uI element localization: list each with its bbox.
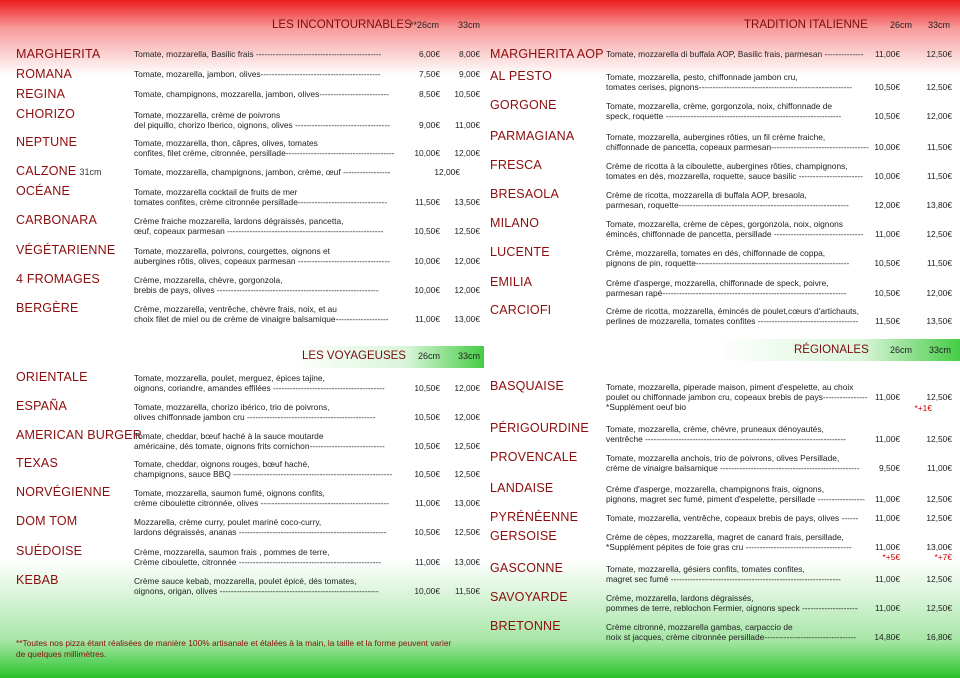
price-33: 12,00€ [454,148,480,158]
pizza-name: LANDAISE [490,481,554,495]
price-26: 10,50€ [414,412,440,422]
pizza-description: Crème de ricotta, mozzarella di buffala AOP, bresaola, parmesan, roquette------------------------------------------------------------- [606,190,849,210]
price-26: 14,80€ [874,632,900,642]
price-26: 9,50€ [879,463,900,473]
pizza-name: BASQUAISE [490,379,565,393]
price-26: 10,50€ [874,82,900,92]
price-33: 13,00€ [926,542,952,552]
incontournables-header [272,19,484,33]
pizza-description: Crème citronné, mozzarella gambas, carpaccio de noix st jacques, crème citronnée persillade--------------------------------- [606,622,857,642]
price-26: 11,00€ [875,49,900,59]
pizza-description: Crème, mozzarella, tomates en dés, chiffonnade de coppa, pignons de pin, roquette------------------------------------------------------- [606,248,850,268]
price-26: 11,50€ [875,316,900,326]
pizza-name: NORVÉGIENNE [16,485,111,499]
price-26: 10,00€ [414,256,440,266]
regionales-header [794,344,960,358]
pizza-description: Tomate, mozzarella, gésiers confits, tomates confites, magret sec fumé ------------------------------------------------------------- [606,564,841,584]
pizza-name: PÉRIGOURDINE [490,421,589,435]
pizza-name: FRESCA [490,158,542,172]
pizza-description: Tomate, mozzarella, poulet, merguez, épices tajine, oignons, coriandre, amandes effilées ---------------------------------------- [134,373,385,393]
price-33: 12,50€ [926,82,952,92]
price-26: 6,00€ [419,49,440,59]
pizza-name: GORGONE [490,98,557,112]
pizza-description: Tomate, mozzarella, crème de poivrons del piquillo, chorizo Iberico, oignons, olives ---------------------------------- [134,110,390,130]
price-26: 11,00€ [875,494,900,504]
price-33: 16,80€ [926,632,952,642]
price-26: 10,00€ [874,142,900,152]
pizza-name: CARBONARA [16,213,97,227]
pizza-name: LUCENTE [490,245,550,259]
pizza-description: Tomate, mozzarella anchois, trio de poivrons, olives Persillade, crème de vinaigre balsamique -------------------------------------------------- [606,453,860,473]
price-26: 10,00€ [414,285,440,295]
price-26: 11,00€ [415,314,440,324]
price-33: 12,50€ [926,574,952,584]
price-26: 10,50€ [414,383,440,393]
price-33: 11,00€ [927,463,952,473]
price-26: 7,50€ [419,69,440,79]
pizza-name: ESPAÑA [16,399,67,413]
pizza-description: Crème, mozzarella, lardons dégraissés, pommes de terre, reblochon Fermier, oignons speck -------------------- [606,593,858,613]
pizza-description: Tomate, mozzarella cocktail de fruits de mer tomates confites, crème citronnée persillade-------------------------------- [134,187,388,207]
price-33: 13,80€ [926,200,952,210]
pizza-name: BERGÈRE [16,301,79,315]
price-33: 8,00€ [459,49,480,59]
price-33: 11,00€ [455,120,480,130]
price-33: 12,50€ [454,441,480,451]
price-26: 11,00€ [875,542,900,552]
pizza-description: Crème de ricotta, mozzarella, émincés de poulet,cœurs d'artichauts, perlines de mozzarella, tomates confites ------------------------------------ [606,306,859,326]
pizza-description: Crème d'asperge, mozzarella, champignons frais, oignons, pignons, magret sec fumé, piment d'espelette, persillade ----------------- [606,484,865,504]
pizza-description: Tomate, mozzarella, champignons, jambon, crème, œuf ----------------- [134,167,391,177]
price-26: 11,00€ [875,229,900,239]
price-33: 12,50€ [454,527,480,537]
pizza-name: EMILIA [490,275,533,289]
price-33: 11,50€ [455,586,480,596]
pizza-description: Tomate, mozzarella, pesto, chiffonnade jambon cru, tomates cerises, pignons------------------------------------------------------- [606,72,853,92]
pizza-description: Tomate, mozzarella, saumon fumé, oignons confits, crème ciboulette citronnée, olives ---------------------------------------------- [134,488,389,508]
pizza-description: Tomate, mozzarella, Basilic frais --------------------------------------------- [134,49,382,59]
price-33: 12,00€ [434,167,460,177]
price-26: 10,50€ [414,527,440,537]
pizza-name: CARCIOFI [490,303,552,317]
section-title: RÉGIONALES [794,344,869,356]
pizza-name: DOM TOM [16,514,78,528]
price-33: 11,50€ [927,258,952,268]
price-26: 11,00€ [415,498,440,508]
pizza-description: Tomate, mozzarella di buffala AOP, Basilic frais, parmesan -------------- [606,49,864,59]
price-33: 12,00€ [926,288,952,298]
price-33: 12,50€ [926,392,952,402]
pizza-description: Tomate, mozzarella, crème de cèpes, gorgonzola, noix, oignons émincés, chiffonnade de pancetta, persillade -------------------------------- [606,219,864,239]
size-33-label: 33cm [929,345,952,355]
voyageuses-header [302,350,484,364]
price-26: 11,00€ [875,603,900,613]
tradition-header [744,19,960,33]
price-26: 10,50€ [414,441,440,451]
size-26-label: 26cm [890,345,913,355]
price-26: 10,50€ [874,111,900,121]
price-33: 11,50€ [927,171,952,181]
pizza-name: KEBAB [16,573,59,587]
pizza-name: GERSOISE [490,529,557,543]
supplement-price-33: *+1€ [914,403,932,413]
pizza-name: ROMANA [16,67,73,81]
pizza-name: PARMAGIANA [490,129,575,143]
price-26: 10,00€ [874,171,900,181]
price-26: 11,50€ [415,197,440,207]
pizza-description: Tomate, mozzarella, chorizo ibérico, trio de poivrons, olives chiffonnade jambon cru ---------------------------------------------- [134,402,376,422]
size-33-label: 33cm [458,20,481,30]
price-33: 12,50€ [926,229,952,239]
pizza-name: ORIENTALE [16,370,88,384]
pizza-description: Crème sauce kebab, mozzarella, poulet épicé, dés tomates, oignons, origan, olives --------------------------------------------------------- [134,576,379,596]
price-33: 12,50€ [926,434,952,444]
pizza-description: Crème de cèpes, mozzarella, magret de canard frais, persillade, *Supplément pépites de foie gras cru -------------------------------------- [606,532,852,552]
pizza-name: BRESAOLA [490,187,559,201]
price-33: 10,50€ [454,89,480,99]
price-33: 13,00€ [454,557,480,567]
price-26: 11,00€ [415,557,440,567]
pizza-description: Tomate, mozzarella, thon, câpres, olives, tomates confites, filet crème, citronnée, persillade--------------------------------------- [134,138,395,158]
pizza-name: SUÉDOISE [16,544,83,558]
pizza-description: Crème, mozzarella, saumon frais , pommes de terre, Crème ciboulette, citronnée --------------------------------------------------- [134,547,381,567]
price-33: 12,50€ [926,513,952,523]
pizza-description: Tomate, champignons, mozzarella, jambon, olives------------------------- [134,89,389,99]
price-33: 12,50€ [926,603,952,613]
price-33: 12,00€ [454,412,480,422]
price-26: 11,00€ [875,513,900,523]
price-26: 8,50€ [419,89,440,99]
price-33: 13,50€ [926,316,952,326]
pizza-description: Crème, mozzarella, chèvre, gorgonzola, brebis de pays, olives ---------------------------------------------------------- [134,275,379,295]
price-26: 10,50€ [414,469,440,479]
price-33: 12,50€ [926,494,952,504]
pizza-description: Tomate, mozzarella, ventrêche, copeaux brebis de pays, olives ------ [606,513,859,523]
pizza-description: Crème d'asperge, mozzarella, chiffonnade de speck, poivre, parmesan rapé------------------------------------------------------------------ [606,278,847,298]
pizza-name: CALZONE 31cm [16,164,102,178]
pizza-name: GASCONNE [490,561,564,575]
price-26: 11,00€ [875,574,900,584]
price-33: 11,50€ [927,142,952,152]
section-title: TRADITION ITALIENNE [744,19,868,31]
size-26-label: **26cm [410,20,440,30]
pizza-name: MARGHERITA AOP [490,47,604,61]
pizza-name: PYRÉNÉENNE [490,510,579,524]
pizza-name: VÉGÉTARIENNE [16,243,116,257]
pizza-name: MILANO [490,216,540,230]
pizza-description: Crème fraiche mozzarella, lardons dégraissés, pancetta, œuf, copeaux parmesan -------------------------------------------------------- [134,216,384,236]
pizza-name: SAVOYARDE [490,590,568,604]
pizza-name: CHORIZO [16,107,76,121]
price-26: 11,00€ [875,434,900,444]
pizza-description: Tomate, mozzarella, piperade maison, piment d'espelette, au choix poulet ou chiffonnade jambon cru, copeaux brebis de pays---------------- *Supplément oeuf bio [606,382,868,412]
pizza-description: Crème, mozzarella, ventrêche, chèvre frais, noix, et au choix filet de miel ou de crème de vinaigre balsamique------------------- [134,304,389,324]
price-26: 9,00€ [419,120,440,130]
pizza-description: Tomate, mozzarella, poivrons, courgettes, oignons et aubergines rôtis, olives, copeaux parmesan --------------------------------- [134,246,390,266]
pizza-name: AL PESTO [490,69,553,83]
price-33: 12,00€ [454,383,480,393]
price-33: 12,50€ [454,226,480,236]
pizza-name: PROVENCALE [490,450,578,464]
pizza-description: Tomate, mozarella, jambon, olives------------------------------------------- [134,69,381,79]
pizza-name: MARGHERITA [16,47,101,61]
price-33: 13,00€ [454,314,480,324]
price-26: 10,00€ [414,586,440,596]
pizza-description: Crème de ricotta à la ciboulette, aubergines rôties, champignons, tomates en dés, mozzarella, roquette, sauce basilic ----------------------- [606,161,863,181]
price-33: 12,00€ [454,256,480,266]
pizza-description: Tomate, cheddar, oignons rouges, bœuf haché, champignons, sauce BBQ --------------------------------------------------------- [134,459,393,479]
price-26: 10,50€ [874,288,900,298]
pizza-description: Tomate, mozzarella, crème, chèvre, pruneaux dénoyautés, ventrêche ------------------------------------------------------------------------ [606,424,846,444]
price-26: 10,50€ [414,226,440,236]
pizza-description: Mozzarella, crème curry, poulet mariné coco-curry, lardons dégraissés, ananas ----------------------------------------------------- [134,517,387,537]
section-title: LES INCONTOURNABLES [272,19,412,31]
pizza-name: 4 FROMAGES [16,272,100,286]
price-26: 11,00€ [875,392,900,402]
price-26: 10,50€ [874,258,900,268]
price-33: 12,50€ [926,49,952,59]
size-33-label: 33cm [458,351,481,361]
section-title: LES VOYAGEUSES [302,350,406,362]
pizza-name: BRETONNE [490,619,561,633]
pizza-name: NEPTUNE [16,135,78,149]
pizza-name: TEXAS [16,456,58,470]
right-column [486,0,960,678]
price-33: 12,00€ [454,285,480,295]
pizza-description: Tomate, cheddar, bœuf haché à la sauce moutarde américaine, dés tomate, oignons frits cornichon--------------------------- [134,431,385,451]
size-26-label: 26cm [890,20,913,30]
supplement-price-33: *+7€ [934,552,952,562]
size-26-label: 26cm [418,351,441,361]
price-33: 13,50€ [454,197,480,207]
supplement-price-26: *+5€ [882,552,900,562]
pizza-name: AMERICAN BURGER [16,428,142,442]
pizza-name: REGINA [16,87,66,101]
price-33: 13,00€ [454,498,480,508]
pizza-description: Tomate, mozzarella, aubergines rôties, un fil crème fraiche, chiffonnade de pancetta, copeaux parmesan----------------------------------- [606,132,869,152]
price-26: 10,00€ [414,148,440,158]
price-26: 12,00€ [874,200,900,210]
pizza-description: Tomate, mozzarella, crème, gorgonzola, noix, chiffonnade de speck, roquette --------------------------------------------------------------- [606,101,842,121]
price-33: 9,00€ [459,69,480,79]
price-33: 12,00€ [926,111,952,121]
footnote: **Toutes nos pizza étant réalisées de manière 100% artisanale et étalées à la main, la taille et la forme peuvent varier de quelques millimètres. [16,638,452,659]
price-33: 12,50€ [454,469,480,479]
size-33-label: 33cm [928,20,951,30]
pizza-name: OCÉANE [16,184,70,198]
